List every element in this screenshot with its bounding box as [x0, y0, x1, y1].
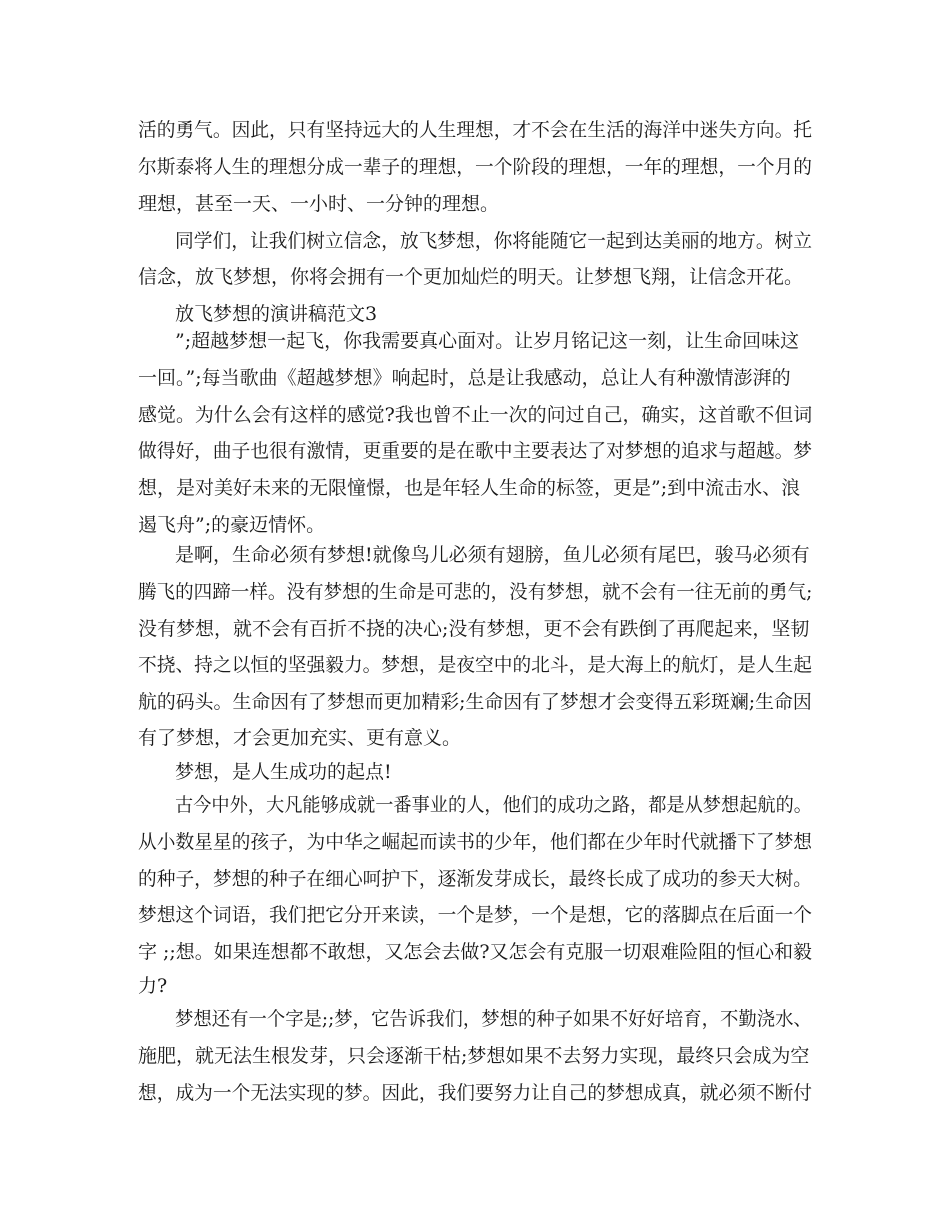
- text-line: 活的勇气。因此，只有坚持远大的人生理想，才不会在生活的海洋中迷失方向。托: [138, 119, 813, 141]
- text-line: 有了梦想，才会更加充实、更有意义。: [138, 727, 462, 749]
- text-line: 航的码头。生命因有了梦想而更加精彩;生命因有了梦想才会变得五彩斑斓;生命因: [138, 691, 812, 713]
- text-line: 信念，放飞梦想，你将会拥有一个更加灿烂的明天。让梦想飞翔，让信念开花。: [138, 266, 804, 288]
- text-line: 是啊，生命必须有梦想!就像鸟儿必须有翅膀，鱼儿必须有尾巴，骏马必须有: [175, 544, 810, 566]
- text-line: 尔斯泰将人生的理想分成一辈子的理想，一个阶段的理想，一年的理想，一个月的: [138, 156, 813, 178]
- text-line: 梦想还有一个字是;;梦，它告诉我们，梦想的种子如果不好好培育，不勤浇水、: [175, 1008, 812, 1030]
- text-line: 理想，甚至一天、一小时、一分钟的理想。: [138, 193, 500, 215]
- text-line: 遏飞舟”;的豪迈情怀。: [138, 514, 326, 536]
- text-line: 一回。”;每当歌曲《超越梦想》响起时，总是让我感动，总让人有种激情澎湃的: [138, 367, 791, 389]
- text-line: 梦想，是人生成功的起点!: [175, 761, 392, 783]
- text-line: 想，成为一个无法实现的梦。因此，我们要努力让自己的梦想成真，就必须不断付: [138, 1082, 813, 1104]
- section-heading: 放飞梦想的演讲稿范文3: [175, 303, 378, 325]
- text-line: 施肥，就无法生根发芽，只会逐渐干枯;梦想如果不去努力实现，最终只会成为空: [138, 1045, 810, 1067]
- text-line: ”;超越梦想一起飞，你我需要真心面对。让岁月铭记这一刻，让生命回味这: [175, 330, 800, 352]
- text-line: 感觉。为什么会有这样的感觉?我也曾不止一次的问过自己，确实，这首歌不但词: [138, 404, 813, 426]
- text-line: 腾飞的四蹄一样。没有梦想的生命是可悲的，没有梦想，就不会有一往无前的勇气;: [138, 581, 813, 603]
- text-line: 没有梦想，就不会有百折不挠的决心;没有梦想，更不会有跌倒了再爬起来，坚韧: [138, 618, 810, 640]
- text-line: 同学们，让我们树立信念，放飞梦想，你将能随它一起到达美丽的地方。树立: [175, 230, 813, 252]
- text-line: 古今中外，大凡能够成就一番事业的人，他们的成功之路，都是从梦想起航的。: [175, 794, 813, 816]
- text-line: 想，是对美好未来的无限憧憬，也是年轻人生命的标签，更是”;到中流击水、浪: [138, 477, 801, 499]
- text-line: 做得好，曲子也很有激情，更重要的是在歌中主要表达了对梦想的追求与超越。梦: [138, 440, 813, 462]
- text-line: 梦想这个词语，我们把它分开来读，一个是梦，一个是想，它的落脚点在后面一个: [138, 904, 813, 926]
- text-line: 字 ;;想。如果连想都不敢想，又怎会去做?又怎会有克服一切艰难险阻的恒心和毅: [138, 941, 813, 963]
- text-line: 不挠、持之以恒的坚强毅力。梦想，是夜空中的北斗，是大海上的航灯，是人生起: [138, 654, 813, 676]
- text-line: 的种子，梦想的种子在细心呵护下，逐渐发芽成长，最终长成了成功的参天大树。: [138, 868, 813, 890]
- text-line: 力?: [138, 975, 168, 997]
- text-line: 从小数星星的孩子，为中华之崛起而读书的少年，他们都在少年时代就播下了梦想: [138, 831, 813, 853]
